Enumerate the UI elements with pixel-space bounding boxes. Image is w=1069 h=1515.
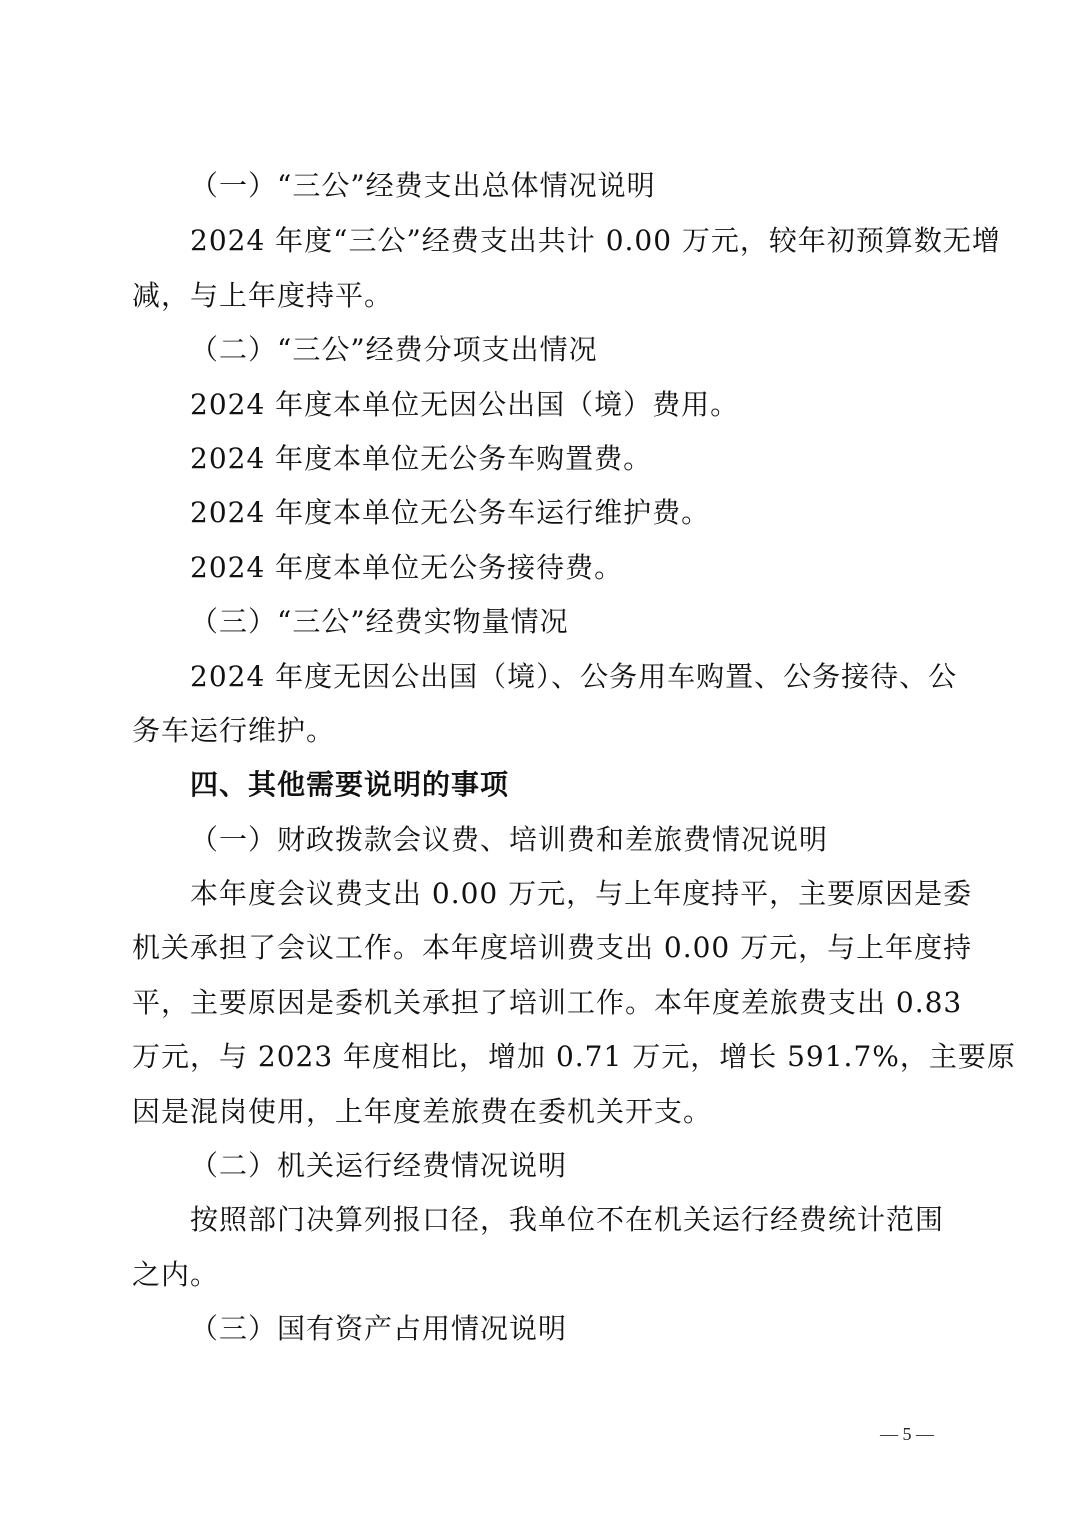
heading-operating-costs: （二）机关运行经费情况说明 (190, 1149, 568, 1182)
paragraph-line: 2024 年度本单位无公务接待费。 (190, 551, 624, 584)
paragraph-line: 务车运行维护。 (132, 714, 336, 747)
section-heading-other-matters: 四、其他需要说明的事项 (190, 768, 510, 801)
paragraph-line: 本年度会议费支出 0.00 万元，与上年度持平，主要原因是委 (190, 877, 973, 910)
paragraph-line: 2024 年度“三公”经费支出共计 0.00 万元，较年初预算数无增 (190, 224, 1001, 257)
paragraph-line: 2024 年度无因公出国（境）、公务用车购置、公务接待、公 (190, 660, 958, 693)
heading-sanggong-physical: （三）“三公”经费实物量情况 (190, 605, 569, 638)
paragraph-line: 2024 年度本单位无因公出国（境）费用。 (190, 388, 740, 421)
heading-state-assets: （三）国有资产占用情况说明 (190, 1312, 568, 1345)
heading-sanggong-overview: （一）“三公”经费支出总体情况说明 (190, 169, 656, 202)
heading-meeting-training-travel: （一）财政拨款会议费、培训费和差旅费情况说明 (190, 823, 829, 856)
paragraph-line: 按照部门决算列报口径，我单位不在机关运行经费统计范围 (190, 1203, 945, 1236)
paragraph-line: 减，与上年度持平。 (132, 279, 394, 312)
paragraph-line: 2024 年度本单位无公务车购置费。 (190, 442, 653, 475)
paragraph-line: 2024 年度本单位无公务车运行维护费。 (190, 496, 711, 529)
paragraph-line: 平，主要原因是委机关承担了培训工作。本年度差旅费支出 0.83 (132, 986, 963, 1019)
heading-sanggong-items: （二）“三公”经费分项支出情况 (190, 333, 598, 366)
paragraph-line: 之内。 (132, 1258, 220, 1291)
page-number: — 5 — (880, 1424, 934, 1444)
paragraph-line: 万元，与 2023 年度相比，增加 0.71 万元，增长 591.7%，主要原 (132, 1040, 1016, 1073)
paragraph-line: 因是混岗使用，上年度差旅费在委机关开支。 (132, 1095, 713, 1128)
paragraph-line: 机关承担了会议工作。本年度培训费支出 0.00 万元，与上年度持 (132, 931, 973, 964)
